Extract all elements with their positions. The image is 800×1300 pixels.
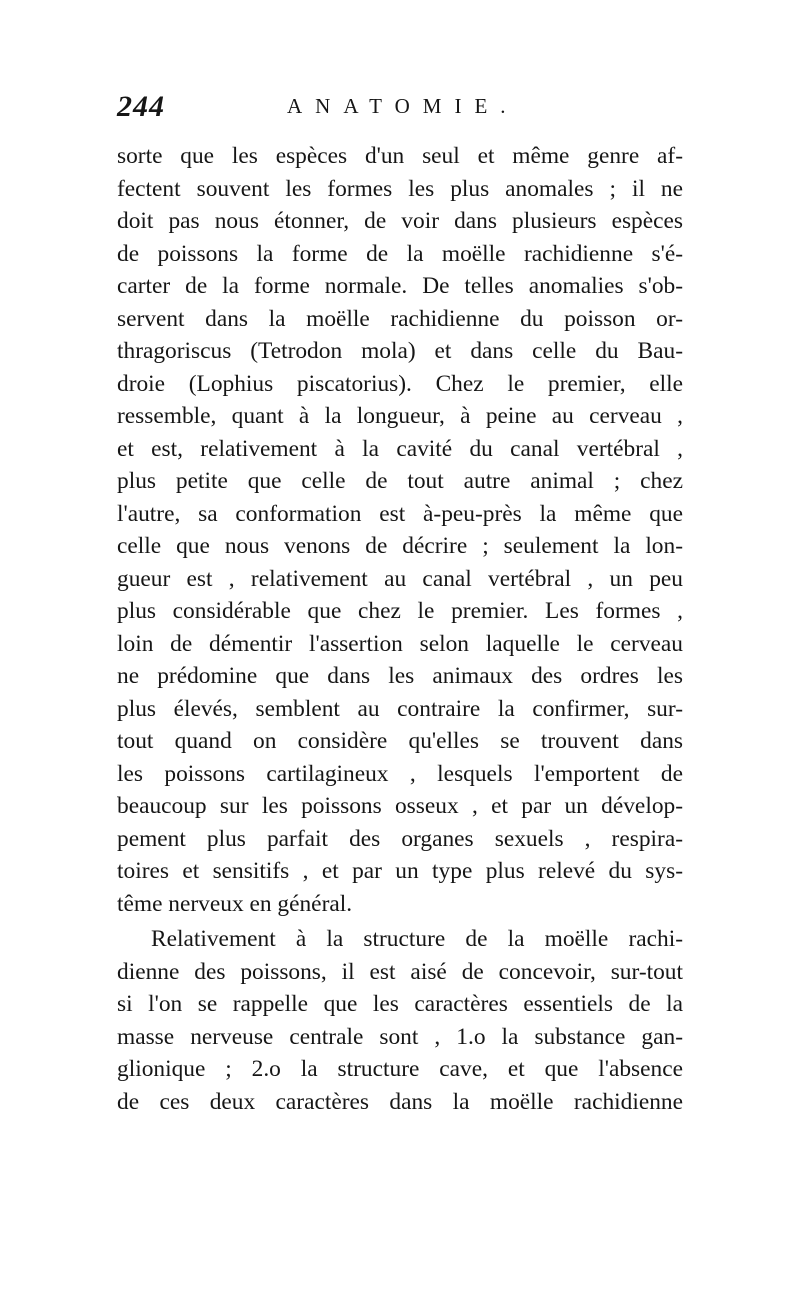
text-line: doit pas nous étonner, de voir dans plusieurs espèces — [117, 208, 683, 234]
text-line: tême nerveux en général. — [117, 890, 353, 917]
text-line: ne prédomine que dans les animaux des ordres les — [117, 663, 683, 689]
text-line: servent dans la moëlle rachidienne du poisson or- — [117, 305, 683, 332]
text-line: plus considérable que chez le premier. Les formes , — [117, 598, 683, 624]
body-text — [117, 140, 683, 1118]
running-title: ANATOMIE. — [287, 94, 519, 118]
text-line: plus petite que celle de tout autre animal ; chez — [117, 468, 683, 494]
text-line: sorte que les espèces d'un seul et même genre af- — [117, 143, 683, 169]
page-number: 244 — [117, 90, 165, 123]
text-line: plus élevés, semblent au contraire la confirmer, sur- — [117, 695, 683, 722]
text-line: carter de la forme normale. De telles anomalies s'ob- — [117, 273, 683, 299]
text-line: glionique ; 2.o la structure cave, et que l'absence — [117, 1056, 683, 1082]
text-line: Relativement à la structure de la moëlle rachi- — [151, 926, 683, 952]
text-line: pement plus parfait des organes sexuels , respira- — [117, 825, 683, 852]
text-line: de poissons la forme de la moëlle rachidienne s'é- — [117, 240, 683, 267]
text-line: tout quand on considère qu'elles se trouvent dans — [117, 728, 683, 754]
text-line: gueur est , relativement au canal vertébral , un peu — [117, 565, 683, 592]
text-line: thragoriscus (Tetrodon mola) et dans celle du Bau- — [117, 338, 683, 364]
text-line: beaucoup sur les poissons osseux , et par un dévelop- — [117, 793, 683, 819]
page-header — [117, 88, 685, 132]
text-line: masse nerveuse centrale sont , 1.o la substance gan- — [117, 1023, 683, 1050]
text-line: ressemble, quant à la longueur, à peine au cerveau , — [117, 403, 683, 429]
text-line: celle que nous venons de décrire ; seulement la lon- — [117, 533, 683, 559]
text-line: droie (Lophius piscatorius). Chez le premier, elle — [117, 370, 683, 397]
text-line: les poissons cartilagineux , lesquels l'emportent de — [117, 760, 683, 787]
text-line: de ces deux caractères dans la moëlle rachidienne — [117, 1088, 683, 1115]
paragraph — [117, 140, 683, 920]
paragraph — [117, 923, 683, 1118]
text-line: l'autre, sa conformation est à-peu-près la même que — [117, 500, 683, 527]
text-line: si l'on se rappelle que les caractères essentiels de la — [117, 991, 683, 1017]
text-line: toires et sensitifs , et par un type plus relevé du sys- — [117, 858, 683, 884]
text-line: dienne des poissons, il est aisé de concevoir, sur-tout — [117, 958, 683, 985]
text-line: et est, relativement à la cavité du canal vertébral , — [117, 435, 683, 462]
text-line: loin de démentir l'assertion selon laquelle le cerveau — [117, 630, 683, 657]
text-line: fectent souvent les formes les plus anomales ; il ne — [117, 175, 683, 202]
